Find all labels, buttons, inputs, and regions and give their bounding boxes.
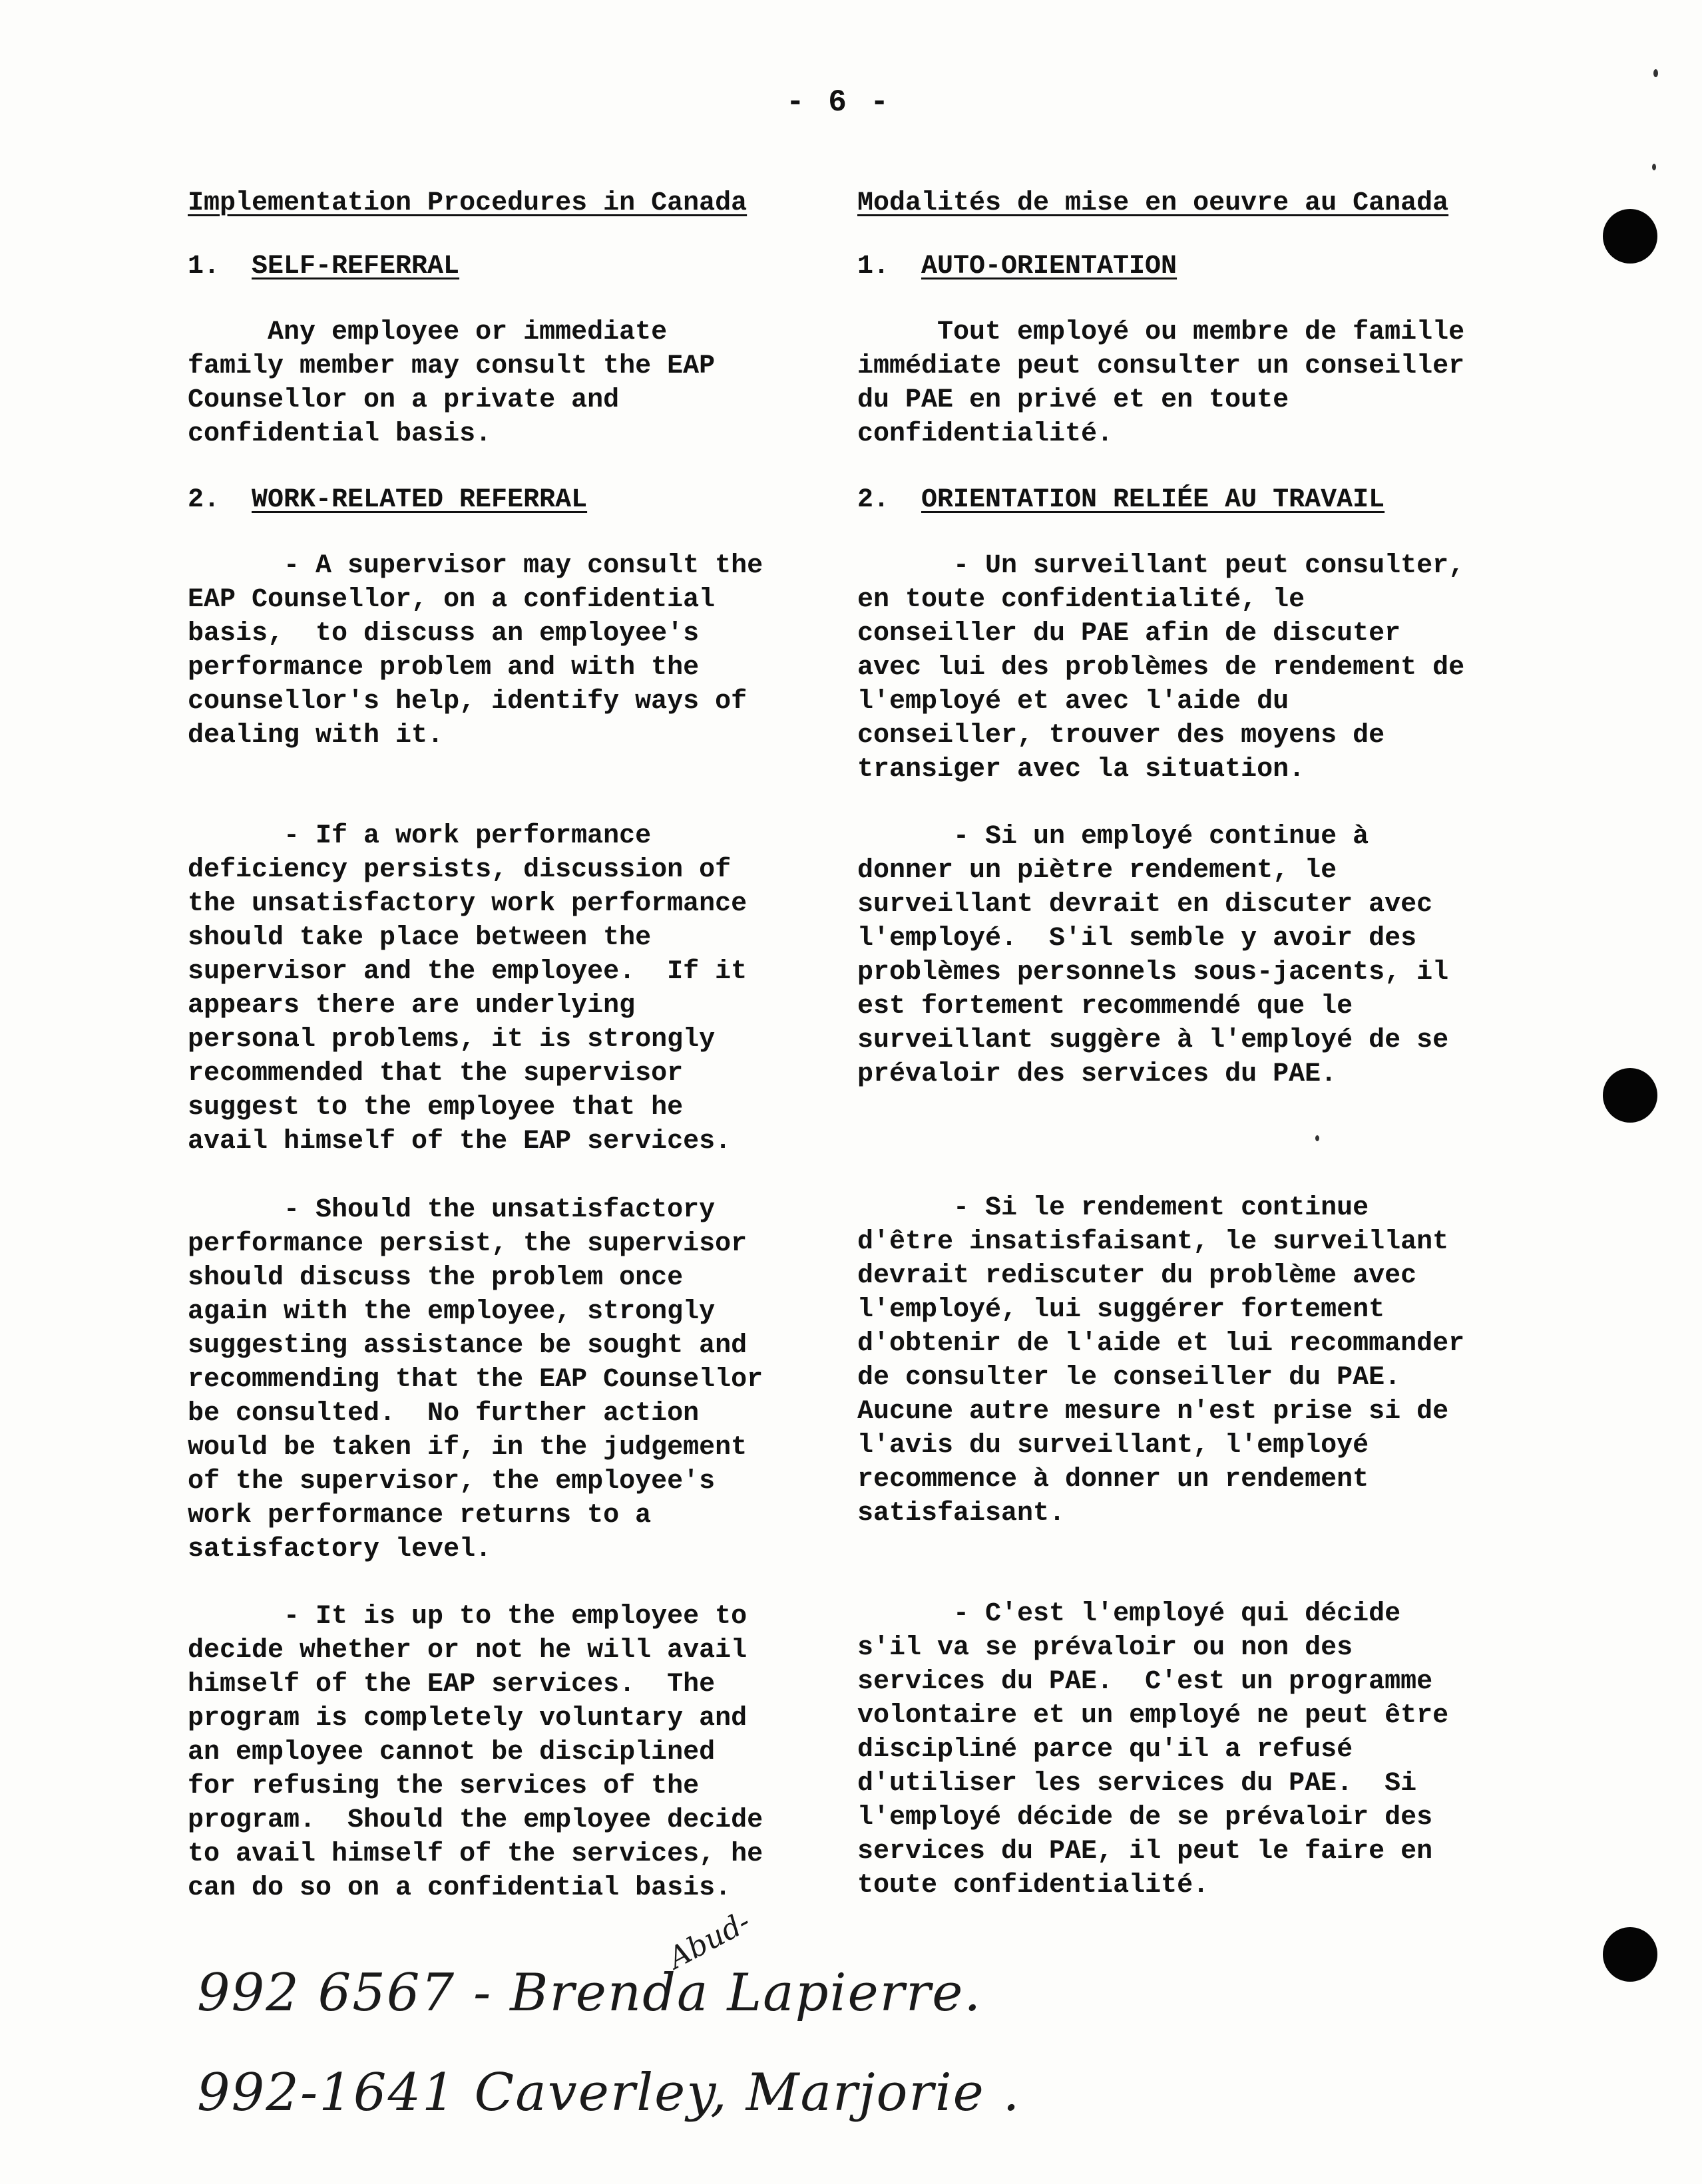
scan-speck [1653,69,1658,77]
section-title: SELF-REFERRAL [252,252,460,281]
section-title: ORIENTATION RELIÉE AU TRAVAIL [921,485,1385,515]
section-title: AUTO-ORIENTATION [921,252,1177,281]
french-paragraph-1: - Un surveillant peut consulter, en toute confidentialité, le conseiller du PAE afin de discuter avec lui des problèmes de rendement de l'employé et avec l'aide du conseiller, trouver des moyens de transiger avec la situation. [857,551,1465,785]
english-section-1-heading [188,250,833,283]
english-heading: Implementation Procedures in Canada [188,188,747,218]
page-number: - 6 - [785,85,892,120]
english-paragraph-3: - Should the unsatisfactory performance persist, the supervisor should discuss the problem once again with the employee, strongly suggesting assistance be sought and recommending that the EAP Counsellor be consulted. No further action would be taken if, in the judgement of the supervisor, the employee's work performance returns to a satisfactory level. [188,1195,763,1564]
french-paragraph-4: - C'est l'employé qui décide s'il va se prévaloir ou non des services du PAE. C'est un programme volontaire et un employé ne peut être discipliné parce qu'il a refusé d'utiliser les services du PAE. Si l'employé décide de se prévaloir des services du PAE, il peut le faire en toute confidentialité. [857,1599,1449,1901]
section-number: 2. [188,485,220,515]
french-section-2-heading [857,483,1523,517]
french-paragraph-3: - Si le rendement continue d'être insatisfaisant, le surveillant devrait rediscuter du problème avec l'employé, lui suggérer fortement d'obtenir de l'aide et lui recommander de consulter le conseiller du PAE. Aucune autre mesure n'est prise si de l'avis du surveillant, l'employé recommence à donner un rendement satisfaisant. [857,1193,1465,1529]
french-column [857,186,1523,1903]
english-self-referral-text: Any employee or immediate family member may consult the EAP Counsellor on a private and confidential basis. [188,317,716,449]
french-section-1-heading [857,250,1523,283]
english-column [188,186,833,1905]
section-number: 2. [857,485,890,515]
english-paragraph-2: - If a work performance deficiency persists, discussion of the unsatisfactory work performance should take place between the supervisor and the employee. If it appears there are underlying personal problems, it is strongly recommended that the supervisor suggest to the employee that he avail himself of the EAP services. [188,821,747,1157]
english-section-2-heading [188,483,833,517]
section-number: 1. [857,252,890,281]
handwritten-annotation: Abud- [662,1905,756,1976]
french-paragraph-2: - Si un employé continue à donner un piètre rendement, le surveillant devrait en discuter avec l'employé. S'il semble y avoir des problèmes personnels sous-jacents, il est fortement recommendé que le surveillant suggère à l'employé de se prévaloir des services du PAE. [857,822,1449,1089]
hole-punch [1603,1927,1657,1982]
section-title: WORK-RELATED REFERRAL [252,485,588,515]
hole-punch [1603,209,1657,264]
english-paragraph-4: - It is up to the employee to decide whether or not he will avail himself of the EAP services. The program is completely voluntary and an employee cannot be disciplined for refusing the services of the program. Should the employee decide to avail himself of the services, he can do so on a confidential basis. [188,1602,763,1903]
section-number: 1. [188,252,220,281]
french-auto-orientation-text: Tout employé ou membre de famille immédiate peut consulter un conseiller du PAE en privé et en toute confidentialité. [857,317,1465,449]
french-heading: Modalités de mise en oeuvre au Canada [857,188,1449,218]
handwritten-note-line-1: 992 6567 - Brenda Lapierre. [197,1963,982,2023]
hole-punch [1603,1068,1657,1123]
scan-speck [1652,164,1656,170]
english-paragraph-1: - A supervisor may consult the EAP Counsellor, on a confidential basis, to discuss an employee's performance problem and with the counsellor's help, identify ways of dealing with it. [188,551,763,751]
scan-speck [1315,1135,1319,1141]
handwritten-note-line-2: 992-1641 Caverley, Marjorie . [197,2063,1021,2123]
